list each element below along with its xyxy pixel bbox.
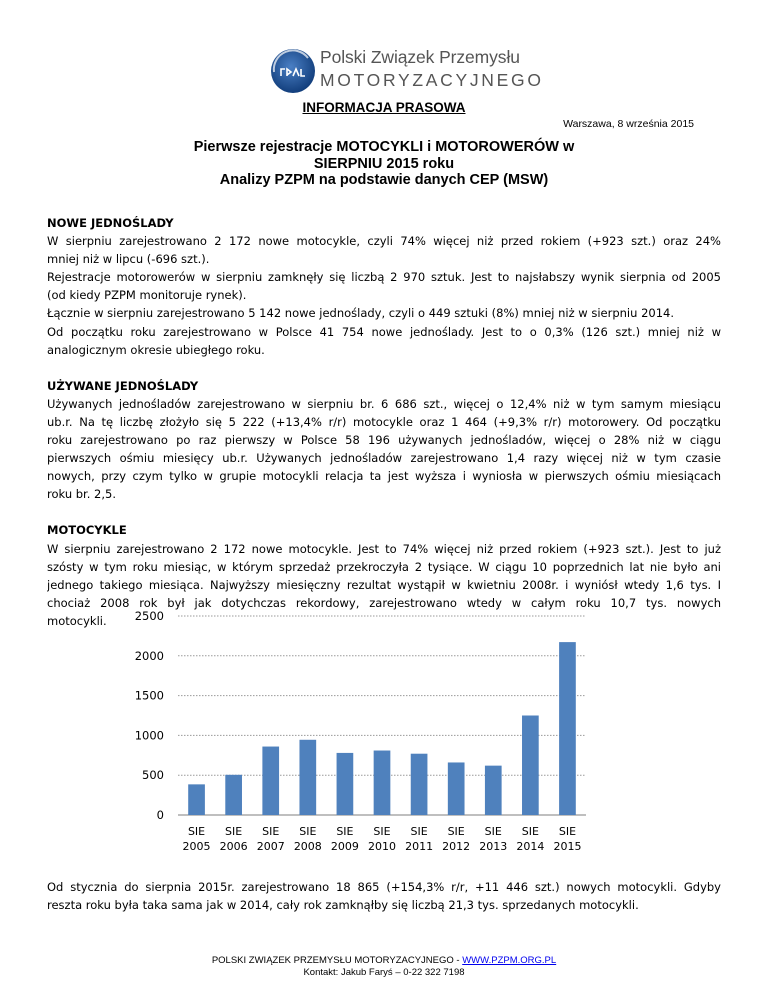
paragraph-line: Od początku roku zarejestrowano w Polsce 41 754 nowe jednoślady. Jest to o 0,3% (126 szt.) mniej niż w: [47, 324, 721, 339]
y-tick-label: 500: [142, 768, 164, 783]
after-chart-paragraph: [47, 878, 721, 914]
paragraph-line: analogicznym okresie ubiegłego roku.: [47, 342, 265, 357]
x-tick-label: SIE: [299, 825, 317, 838]
paragraph-line: nowych, przy czym tylko w grupie motocykli relacja ta jest wyższa i wyniosła w pierwszych ośmiu miesiącach: [47, 469, 721, 484]
bar: [374, 751, 391, 815]
footer-line-1: [0, 955, 768, 967]
paragraph-line: szósty w tym roku miesiąc, w którym sprzedaż przekroczyła 2 tysiące. W ciągu 10 poprzednich lat nie było ani: [47, 559, 721, 574]
title-line-3: Analizy PZPM na podstawie danych CEP (MSW): [219, 172, 549, 188]
paragraph-line: (od kiedy PZPM monitoruje rynek).: [47, 288, 247, 303]
bar: [262, 747, 279, 815]
x-tick-label: SIE: [558, 825, 577, 838]
x-tick-label: SIE: [521, 825, 539, 838]
x-tick-label: 2007: [256, 840, 285, 853]
paragraph-line: chociaż 2008 rok był jak dotychczas rekordowy, zarejestrowano wtedy w całym roku 10,7 tys. nowych: [47, 595, 721, 610]
paragraph-line: Rejestracje motorowerów w sierpniu zamknęły się liczbą 2 970 sztuk. Jest to najsłabszy wynik sierpnia od 2005: [47, 270, 721, 285]
x-tick-label: SIE: [447, 825, 465, 838]
x-tick-label: SIE: [225, 825, 243, 838]
paragraph-line: roku zarejestrowano po raz pierwszy w Polsce 58 196 używanych jednośladów, więcej o 28% niż w ciągu: [47, 433, 721, 448]
y-tick-label: 2000: [134, 648, 164, 663]
bar: [337, 753, 354, 815]
bar: [188, 784, 205, 815]
paragraph-line: Od stycznia do sierpnia 2015r. zarejestrowano 18 865 (+154,3% r/r, +11 446 szt.) nowych motocykli. Gdyby: [47, 880, 721, 894]
paragraph-line: reszta roku była taka sama jak w 2014, cały rok zamknąłby się liczbą 21,3 tys. sprzedanych motocykli.: [47, 898, 639, 913]
x-tick-label: 2013: [479, 840, 508, 853]
y-tick-label: 1500: [134, 688, 164, 703]
paragraph-line: ub.r. Na tę liczbę złożyło się 5 222 (+13,4% r/r) motocykle oraz 1 464 (+9,3% r/r) motorowery. Od początku: [47, 414, 721, 429]
footer-contact: Kontakt: Jakub Faryś – 0-22 322 7198: [303, 967, 465, 978]
section-heading-used: UŻYWANE JEDNOŚLADY: [47, 378, 199, 393]
bar: [225, 775, 242, 815]
section-heading-new: NOWE JEDNOŚLADY: [47, 216, 174, 230]
paragraph-line: Łącznie w sierpniu zarejestrowano 5 142 nowe jednoślady, czyli o 449 sztuki (8%) mniej niż w sierpniu 2014.: [47, 306, 674, 321]
article-body: [47, 214, 721, 630]
x-tick-label: SIE: [484, 825, 502, 838]
press-label: INFORMACJA PRASOWA: [302, 100, 466, 115]
x-tick-label: 2006: [219, 840, 248, 853]
release-date: Warszawa, 8 września 2015: [563, 118, 694, 130]
x-tick-label: SIE: [373, 825, 391, 838]
bar: [485, 766, 502, 815]
pzpm-logo-mark-icon: [268, 46, 318, 96]
x-tick-label: 2011: [405, 840, 434, 853]
paragraph-line: motocykli.: [47, 613, 107, 628]
x-tick-label: SIE: [410, 825, 428, 838]
y-tick-label: 0: [156, 808, 164, 822]
logo-text-line2: MOTORYZACYJNEGO: [320, 70, 544, 90]
section-heading-moto: MOTOCYKLE: [47, 523, 127, 538]
footer-website-link[interactable]: WWW.PZPM.ORG.PL: [462, 955, 557, 966]
x-tick-label: 2008: [293, 840, 322, 853]
x-tick-label: 2015: [553, 840, 582, 853]
bar: [299, 740, 316, 815]
pzpm-logo: [268, 44, 544, 96]
y-tick-label: 2500: [134, 609, 164, 623]
x-tick-label: SIE: [336, 825, 354, 838]
paragraph-line: pierwszych ośmiu miesięcy ub.r. Używanych jednośladów zarejestrowano 1,4 razy więcej niż w tym czasie: [47, 451, 721, 466]
title-line-2: SIERPNIU 2015 roku: [313, 155, 455, 172]
x-tick-label: 2010: [368, 840, 396, 853]
bar-chart: [116, 605, 596, 865]
bar: [522, 716, 539, 816]
motorcycle-registrations-chart: [116, 605, 596, 865]
logo-text-line1: Polski Związek Przemysłu: [320, 47, 520, 67]
footer-org-name: POLSKI ZWIĄZEK PRZEMYSŁU MOTORYZACYJNEGO -: [211, 955, 463, 966]
paragraph-line: W sierpniu zarejestrowano 2 172 nowe motocykle. Jest to 74% więcej niż przed rokiem (+923 szt.). Jest to już: [47, 541, 721, 556]
bar: [559, 642, 576, 815]
page-footer: [0, 955, 768, 979]
paragraph-line: Używanych jednośladów zarejestrowano w sierpniu br. 6 686 szt., więcej o 12,4% niż w tym samym miesiącu: [47, 396, 721, 411]
paragraph-line: jednego takiego miesiąca. Najwyższy miesięczny rezultat wystąpił w kwietniu 2008r. i wyniósł wtedy 1,6 tys. I: [47, 577, 721, 592]
document-title: [0, 139, 768, 189]
x-tick-label: 2014: [516, 840, 545, 853]
x-tick-label: SIE: [262, 825, 280, 838]
y-tick-label: 1000: [134, 728, 164, 743]
bar: [448, 762, 465, 815]
paragraph-line: mniej niż w lipcu (-696 szt.).: [47, 252, 210, 267]
bar: [411, 754, 428, 815]
x-tick-label: SIE: [187, 825, 206, 838]
paragraph-line: roku br. 2,5.: [47, 487, 116, 502]
x-tick-label: 2012: [442, 840, 471, 853]
title-line-1: Pierwsze rejestracje MOTOCYKLI i MOTOROWERÓW w: [193, 139, 575, 155]
x-tick-label: 2009: [330, 840, 359, 853]
paragraph-line: W sierpniu zarejestrowano 2 172 nowe motocykle, czyli 74% więcej niż przed rokiem (+923 szt.) oraz 24%: [47, 234, 721, 249]
x-tick-label: 2005: [182, 840, 211, 853]
